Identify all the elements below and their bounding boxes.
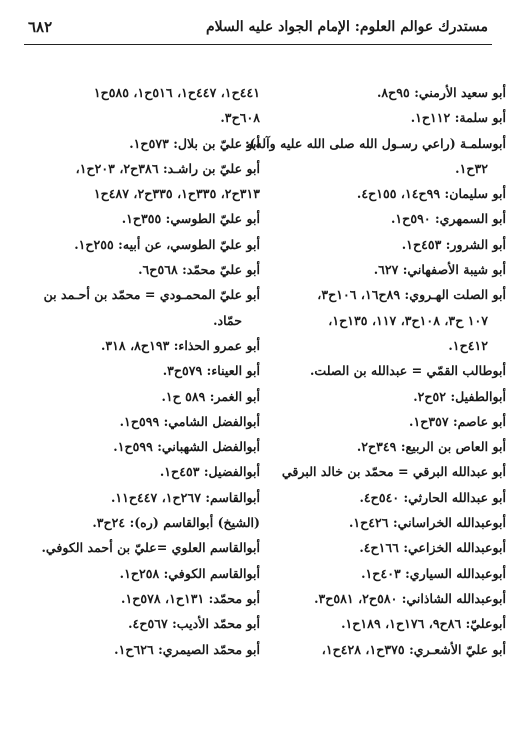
- index-entry: أبوعليّ: ٨٦ح٩، ١٧٦ح١، ١٨٩ح١.: [341, 616, 506, 632]
- index-entry: أبوعبدالله الخراساني: ٤٢٦ح١.: [348, 515, 506, 531]
- index-entry: ٤٤١ح١، ٤٤٧ح١، ٥١٦ح١، ٥٨٥ح١: [93, 85, 260, 100]
- index-entry: أبو الصلت الهـروي: ٨٩ح١٦، ١٠٦ح٣،: [317, 287, 506, 303]
- index-entry: أبو سلمة: ١١٢ح١.: [410, 110, 506, 126]
- index-entry: أبوالطفيل: ٥٢ح٢.: [413, 388, 506, 404]
- index-entry: أبوالقاسم: ٢٦٧ح١، ٤٤٧ح١١.: [110, 489, 260, 505]
- index-entry-continuation: ٤١٢ح١.: [448, 337, 488, 353]
- page-header: [24, 14, 492, 45]
- index-entry: أبو السمهري: ٥٩٠ح١.: [391, 211, 506, 227]
- index-entry: أبو عليّ بن بلال: ٥٧٣ح١.: [129, 135, 260, 151]
- index-entry: أبو الشرور: ٤٥٣ح١.: [401, 236, 506, 252]
- index-entry: أبو العيناء: ٥٧٩ح٣.: [162, 363, 260, 379]
- index-entry: أبو العاص بن الربيع: ٣٤٩ح٢.: [356, 439, 506, 455]
- index-entry: أبو محمّد الأديب: ٥٦٧ح٤.: [128, 616, 260, 632]
- index-entry: أبو عليّ بن راشـد: ٣٨٦ح٢، ٢٠٣ح١،: [75, 160, 260, 176]
- index-entry: أبو الغمر: ٥٨٩ ح١.: [161, 388, 260, 404]
- index-entry: أبوطالب القمّي = عبدالله بن الصلت.: [310, 363, 506, 379]
- index-entry: أبوالقاسم الكوفي: ٢٥٨ح١.: [119, 565, 260, 581]
- index-entry: أبو عبدالله الحارثي: ٥٤٠ح٤.: [359, 489, 506, 505]
- index-entry: أبو عبدالله البرقي = محمّد بن خالد البرقي: [281, 464, 506, 480]
- index-entry: أبوالفضل الشامي: ٥٩٩ح١.: [119, 413, 260, 429]
- index-entry: أبو عليّ الطوسي: ٣٥٥ح١.: [121, 211, 260, 227]
- right-index-column: [244, 80, 506, 662]
- index-entry: أبو سعيد الأرمني: ٩٥ح٨.: [377, 85, 506, 100]
- index-entry-continuation: حمّاد.: [213, 312, 242, 328]
- index-entry: أبوالفضل الشهباني: ٥٩٩ح١.: [113, 439, 260, 455]
- page-number: ٦٨٢: [28, 18, 53, 36]
- index-entry: أبوسلمـة (راعي رسـول الله صلى الله عليه وآله):: [244, 135, 506, 151]
- index-entry: أبو سليمان: ٩٩ح١٤، ١٥٥ح٤.: [356, 186, 506, 202]
- index-entry: أبوعبدالله السياري: ٤٠٣ح١.: [361, 565, 506, 581]
- index-entry: أبو محمّد الصيمري: ٦٢٦ح١.: [114, 641, 260, 657]
- index-entry: أبوالقاسم العلوي =عليّ بن أحمد الكوفي.: [41, 540, 260, 556]
- index-entry: أبو عليّ المحمـودي = محمّد بن أحـمد بن: [43, 287, 260, 303]
- index-entry: أبو عمرو الحذاء: ١٩٣ح٨، ٣١٨.: [101, 337, 260, 353]
- index-entry: أبوعبدالله الشاذاني: ٥٨٠ح٢، ٥٨١ح٣.: [314, 590, 506, 606]
- index-entry: أبو محمّد: ١٣١ح١، ٥٧٨ح١.: [121, 590, 260, 606]
- index-entry-continuation: ١٠٧ ح٣، ١٠٨ح٣، ١١٧، ١٣٥ح١،: [328, 312, 488, 328]
- left-index-column: [22, 80, 260, 662]
- index-entry: أبو عليّ محمّد: ٥٦٨ح٦.: [138, 262, 260, 278]
- index-entry: أبوعبدالله الخزاعي: ١٦٦ح٤.: [359, 540, 506, 556]
- index-entry: أبوالفضيل: ٤٥٣ح١.: [159, 464, 260, 480]
- index-entry: أبو عليّ الأشعـري: ٣٧٥ح١، ٤٢٨ح١،: [321, 641, 506, 657]
- index-entry-continuation: ٣٢ح١.: [455, 160, 488, 176]
- index-entry: أبو عاصم: ٣٥٧ح١.: [409, 413, 506, 429]
- index-entry: ٣١٣ح٢، ٣٣٥ح١، ٣٣٥ح٢، ٤٨٧ح١: [93, 186, 260, 202]
- running-title: مستدرك عوالم العلوم: الإمام الجواد عليه السلام: [205, 19, 488, 35]
- index-entry: (الشيخ) أبوالقاسم (ره): ٢٤ح٣.: [92, 515, 260, 531]
- index-entry: ٦٠٨ح٣.: [220, 110, 260, 126]
- index-entry: أبو شيبة الأصفهاني: ٦٢٧.: [373, 262, 506, 278]
- index-entry: أبو عليّ الطوسي، عن أبيه: ٢٥٥ح١.: [74, 236, 260, 252]
